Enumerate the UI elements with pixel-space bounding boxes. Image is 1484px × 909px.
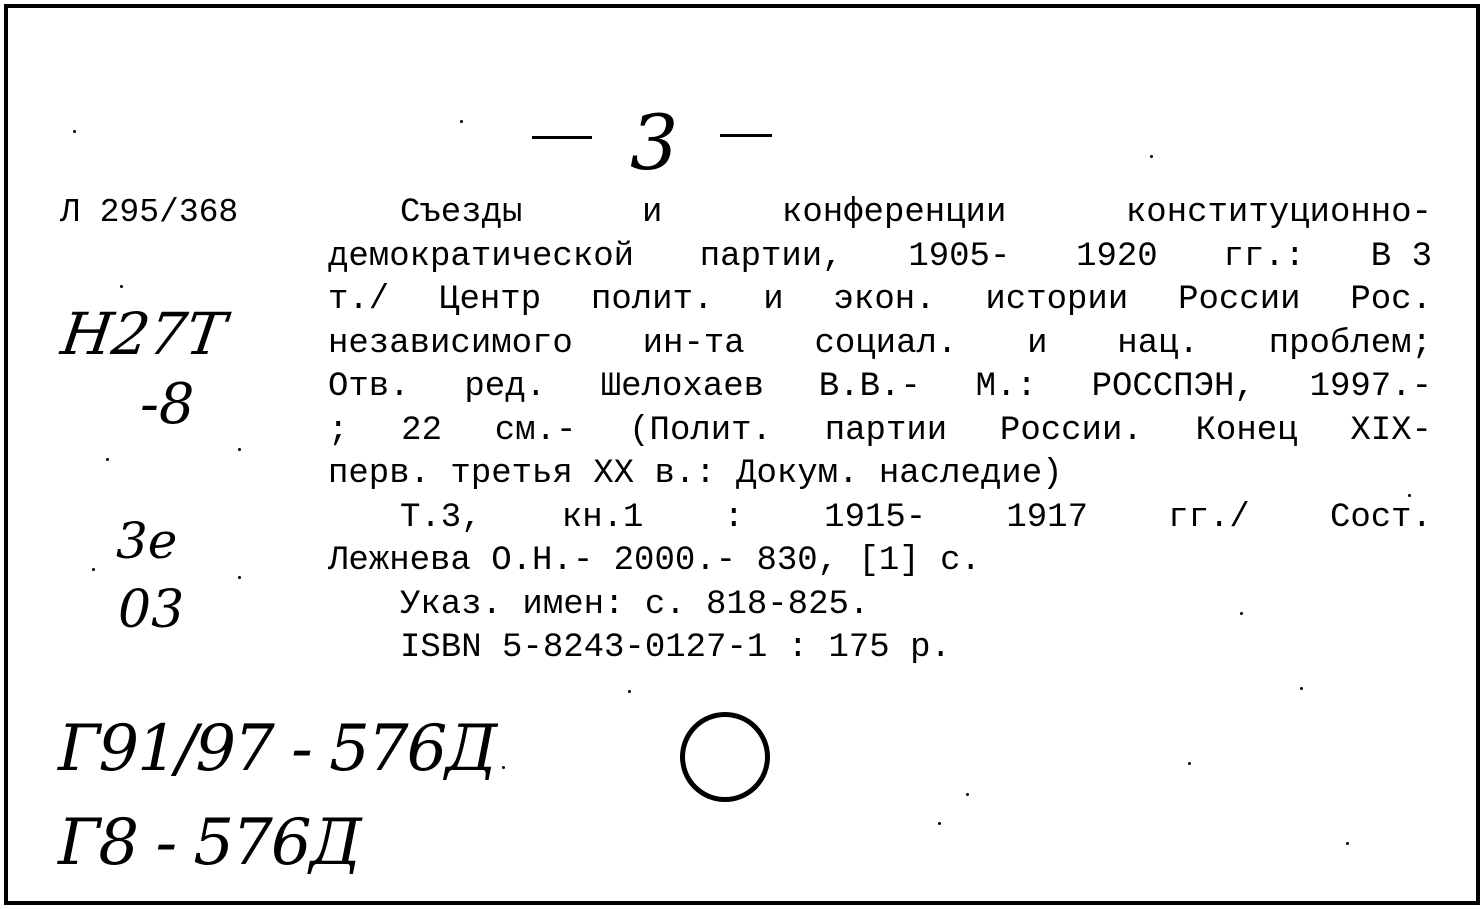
word: проблем; [1268,324,1432,363]
word: социал. [814,324,958,363]
entry-line-11 [328,627,1432,671]
word: и [641,194,663,232]
page-number: 3 [630,98,679,187]
entry-line-2 [328,236,1432,280]
speck [73,130,76,133]
word: России [1178,281,1301,319]
word: 1920 [1076,237,1158,276]
line-text: Указ. имен: с. 818-825. [400,585,870,624]
line-text: Лежнева О.Н.- 2000.- 830, [1] с. [328,542,981,580]
word: гг.: [1223,237,1306,276]
word: Центр [439,281,542,319]
word: экон. [833,281,936,319]
word: независимого [328,324,573,363]
speck [120,285,123,288]
handwritten-note-2: Г8 - 576Д [58,806,360,880]
handwritten-code-4: 03 [118,580,185,640]
word: 1905- [908,237,1011,276]
speck [938,822,941,825]
entry-line-10 [328,584,1432,628]
word: см.- [494,411,577,450]
word: и [1027,324,1048,363]
entry-line-9 [328,540,1432,584]
word: демократической [328,237,635,276]
speck [460,120,463,123]
word: ; [328,411,349,450]
speck [92,568,95,571]
page-number-left-dash [532,136,592,139]
word: : [723,498,744,537]
word: Т.3, [400,498,482,537]
word: гг./ [1168,498,1250,537]
entry-line-3 [328,279,1432,323]
word: Конец [1195,411,1298,450]
word: конституционно- [1125,194,1432,232]
word: Рос. [1350,281,1432,319]
word: ред. [464,368,547,406]
speck [1150,155,1153,158]
handwritten-code-2: -8 [140,372,195,437]
word: и [763,281,784,319]
bibliographic-entry [328,192,1432,671]
speck [502,766,505,769]
word: партии, [699,237,843,276]
speck [966,793,969,796]
speck [628,690,631,693]
word: (Полит. [629,411,772,450]
speck [1300,687,1303,690]
speck [238,448,241,451]
word: 22 [401,411,442,450]
word: 1917 [1006,498,1088,537]
word: полит. [590,281,714,319]
handwritten-code-3: 3е [116,512,178,570]
word: Шелохаев [600,368,765,406]
line-text: перв. третья XX в.: Докум. наследие) [328,455,1063,493]
handwritten-code-1: Н27Т [57,300,230,368]
word: В 3 [1370,237,1432,276]
word: нац. [1117,324,1199,363]
punch-hole-circle [680,712,770,802]
word: 1915- [824,498,927,537]
word: кн.1 [561,498,644,537]
word: партии [824,411,948,450]
word: В.В.- [818,368,921,406]
speck [106,458,109,461]
word: РОССПЭН, [1091,368,1255,406]
entry-line-8 [328,497,1432,541]
word: М.: [975,368,1037,406]
word: 1997.- [1309,368,1432,406]
speck [1408,494,1411,497]
entry-line-7 [328,453,1432,497]
word: Съезды [400,194,523,232]
handwritten-note-1: Г91/97 - 576Д [58,712,496,786]
speck [238,576,241,579]
word: конференции [781,194,1007,232]
word: истории [985,281,1129,319]
entry-line-4 [328,323,1432,367]
entry-line-5 [328,366,1432,410]
page-number-right-dash [720,134,772,137]
word: т./ [328,281,390,319]
word: Отв. [328,368,410,406]
speck [1346,842,1349,845]
line-text: ISBN 5-8243-0127-1 : 175 р. [400,629,951,667]
speck [1188,762,1191,765]
word: XIX- [1350,411,1432,450]
call-number: Л 295/368 [60,194,239,231]
speck [1240,612,1243,615]
entry-line-6 [328,410,1432,454]
word: России. [999,411,1143,450]
word: ин-та [642,324,745,363]
word: Сост. [1329,498,1432,537]
entry-line-1 [328,192,1432,236]
